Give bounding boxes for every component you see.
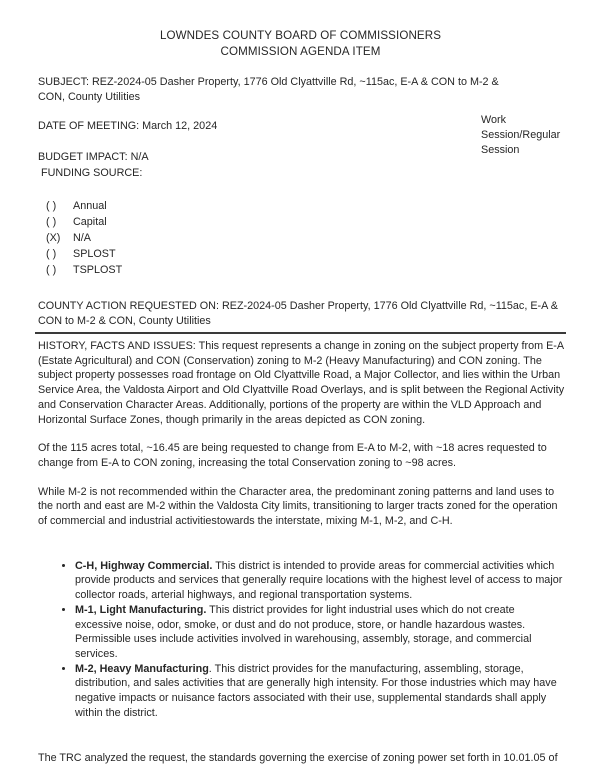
subject-line: SUBJECT: REZ-2024-05 Dasher Property, 1776 Old Clyattville Rd, ~115ac, E-A & CON to M-2 & CON, County Utilities [38, 76, 499, 103]
funding-option-label: SPLOST [73, 248, 116, 260]
history-facts-issues-paragraph: HISTORY, FACTS AND ISSUES: This request represents a change in zoning on the subject property from E-A (Estate Agricultural) and CON (Conservation) zoning to M-2 (Heavy Manufacturing) and CON zoning. The subject property possesses road frontage on Old Clyattville Road, a Major Collector, and lies within the Urban Service Area, the Valdosta Airport and Old Clyattville Road Overlays, and is split between the Regional Activity and Conservation Character Areas. Additionally, portions of the property are within the VLD Approach and Horizontal Surface Zones, though primarily in the areas depicted as CON zoning. [38, 340, 565, 426]
district-item-m1 [75, 603, 565, 662]
funding-option-label: TSPLOST [73, 264, 123, 276]
district-title: M-2, Heavy Manufacturing [75, 662, 209, 675]
checkbox-mark: ( ) [46, 216, 57, 228]
checkbox-mark: ( ) [46, 264, 57, 276]
trc-closing-line: The TRC analyzed the request, the standards governing the exercise of zoning power set forth in 10.01.05 of [38, 752, 558, 765]
checkbox-mark-checked: (X) [46, 232, 61, 244]
funding-option-capital [46, 214, 563, 230]
funding-options-list [46, 198, 563, 278]
funding-option-tsplost [46, 262, 563, 278]
budget-impact: BUDGET IMPACT: N/A [38, 151, 149, 163]
district-definitions-list [38, 559, 565, 721]
funding-option-label: N/A [73, 232, 91, 244]
district-description: This district provides for light industrial uses which do not create excessive noise, odor, smoke, or dust and do not produce, store, or handle hazardous wastes. Permissible uses include activities involved in warehousing, assembly, storage, and commercial services. [75, 603, 532, 660]
acreage-paragraph: Of the 115 acres total, ~16.45 are being requested to change from E-A to M-2, with ~18 acres requested to change from E-A to CON zoning, increasing the total Conservation zoning to ~98 acres. [38, 442, 547, 469]
funding-option-splost [46, 246, 563, 262]
county-action-requested: COUNTY ACTION REQUESTED ON: REZ-2024-05 Dasher Property, 1776 Old Clyattville Rd, ~115ac, E-A & CON to M-2 & CON, County Utilities [38, 300, 558, 327]
meeting-row [38, 114, 563, 156]
document-header [38, 28, 563, 60]
district-item-ch [75, 559, 565, 603]
district-title: C-H, Highway Commercial. [75, 559, 213, 572]
section-divider [35, 332, 566, 334]
session-type: Work Session/Regular Session [481, 114, 561, 156]
board-title: LOWNDES COUNTY BOARD OF COMMISSIONERS [159, 29, 442, 42]
analysis-paragraph: While M-2 is not recommended within the Character area, the predominant zoning patterns and land uses to the north and east are M-2 within the Valdosta City limits, transitioning to larger tracts zoned for the operation of commercial and industrial activitiestowards the interstate, mixing M-1, M-2, and C-H. [38, 485, 558, 528]
district-description: This district is intended to provide areas for commercial activities which provide products and services that generally require locations with the highest level of access to major collector roads, arterial highways, and regional transportation systems. [75, 559, 563, 602]
funding-source-label: FUNDING SOURCE: [41, 167, 143, 179]
checkbox-mark: ( ) [46, 248, 57, 260]
funding-option-annual [46, 198, 563, 214]
district-item-m2 [75, 662, 565, 721]
meeting-date: DATE OF MEETING: March 12, 2024 [38, 120, 218, 132]
funding-option-label: Annual [73, 200, 107, 212]
district-title: M-1, Light Manufacturing. [75, 603, 207, 616]
funding-option-label: Capital [73, 216, 107, 228]
agenda-item-title: COMMISSION AGENDA ITEM [220, 45, 381, 58]
funding-option-na [46, 230, 563, 246]
checkbox-mark: ( ) [46, 200, 57, 212]
district-description: . This district provides for the manufacturing, assembling, storage, distribution, and sales activities that are generally high intensity. For those industries which may have negative impacts or nuisance factors associated with their use, supplemental standards shall apply within the district. [75, 662, 557, 719]
